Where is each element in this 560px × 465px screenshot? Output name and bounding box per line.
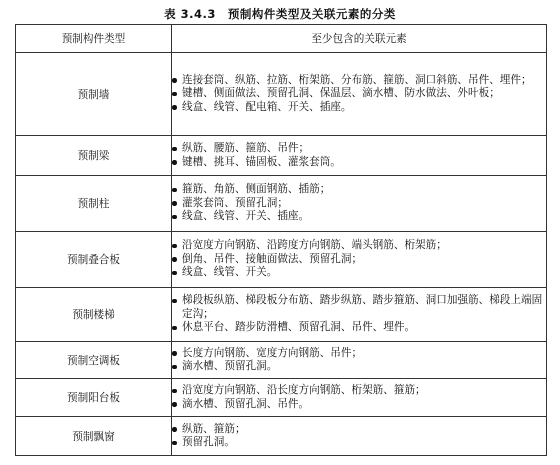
list-item: 纵筋、腰筋、箍筋、吊件； bbox=[172, 142, 546, 156]
component-classification-table bbox=[15, 24, 547, 456]
component-type-cell: 预制柱 bbox=[16, 176, 172, 232]
list-item: 滴水槽、预留孔洞。 bbox=[172, 360, 546, 374]
elements-cell bbox=[172, 176, 547, 232]
list-item: 梯段板纵筋、梯段板分布筋、踏步纵筋、踏步箍筋、洞口加强筋、梯段上端固定沟； bbox=[172, 294, 546, 321]
component-type-cell: 预制叠合板 bbox=[16, 232, 172, 288]
elements-list bbox=[172, 142, 546, 169]
elements-list bbox=[172, 384, 546, 411]
header-component-type: 预制构件类型 bbox=[16, 25, 172, 53]
table-caption: 表 3.4.3 预制构件类型及关联元素的分类 bbox=[164, 7, 396, 21]
list-item: 预留孔洞。 bbox=[172, 436, 546, 450]
table-row bbox=[16, 342, 547, 379]
header-row bbox=[16, 25, 547, 53]
list-item: 灌浆套筒、预留孔洞； bbox=[172, 197, 546, 211]
elements-cell bbox=[172, 379, 547, 417]
list-item: 连接套筒、纵筋、拉筋、桁架筋、分布筋、箍筋、洞口斜筋、吊件、埋件； bbox=[172, 74, 546, 88]
elements-cell bbox=[172, 232, 547, 288]
elements-cell bbox=[172, 417, 547, 456]
component-type-cell: 预制楼梯 bbox=[16, 288, 172, 342]
elements-cell bbox=[172, 136, 547, 176]
list-item: 键槽、挑耳、锚固板、灌浆套筒。 bbox=[172, 156, 546, 170]
list-item: 线盒、线管、开关、插座。 bbox=[172, 210, 546, 224]
elements-list bbox=[172, 239, 546, 280]
elements-list bbox=[172, 423, 546, 450]
component-type-cell: 预制墙 bbox=[16, 53, 172, 136]
table-body bbox=[16, 53, 547, 456]
table-row bbox=[16, 288, 547, 342]
elements-list bbox=[172, 347, 546, 374]
list-item: 倒角、吊件、接触面做法、预留孔洞； bbox=[172, 253, 546, 267]
list-item: 沿宽度方向钢筋、沿长度方向钢筋、桁架筋、箍筋； bbox=[172, 384, 546, 398]
list-item: 线盒、线管、配电箱、开关、插座。 bbox=[172, 101, 546, 115]
elements-list bbox=[172, 294, 546, 335]
table-row bbox=[16, 417, 547, 456]
header-associated-elements: 至少包含的关联元素 bbox=[172, 25, 547, 53]
list-item: 沿宽度方向钢筋、沿跨度方向钢筋、端头钢筋、桁架筋； bbox=[172, 239, 546, 253]
table-row bbox=[16, 232, 547, 288]
list-item: 滴水槽、预留孔洞、吊件。 bbox=[172, 398, 546, 412]
elements-list bbox=[172, 74, 546, 115]
component-type-cell: 预制飘窗 bbox=[16, 417, 172, 456]
table-row bbox=[16, 176, 547, 232]
component-type-cell: 预制空调板 bbox=[16, 342, 172, 379]
list-item: 纵筋、箍筋； bbox=[172, 423, 546, 437]
list-item: 休息平台、踏步防滑槽、预留孔洞、吊件、埋件。 bbox=[172, 321, 546, 335]
component-type-cell: 预制阳台板 bbox=[16, 379, 172, 417]
table-row bbox=[16, 53, 547, 136]
component-type-cell: 预制梁 bbox=[16, 136, 172, 176]
list-item: 箍筋、角筋、侧面钢筋、插筋； bbox=[172, 183, 546, 197]
list-item: 长度方向钢筋、宽度方向钢筋、吊件； bbox=[172, 347, 546, 361]
table-row bbox=[16, 136, 547, 176]
elements-list bbox=[172, 183, 546, 224]
elements-cell bbox=[172, 342, 547, 379]
table-row bbox=[16, 379, 547, 417]
elements-cell bbox=[172, 53, 547, 136]
elements-cell bbox=[172, 288, 547, 342]
list-item: 线盒、线管、开关。 bbox=[172, 266, 546, 280]
list-item: 键槽、侧面做法、预留孔洞、保温层、滴水槽、防水做法、外叶板； bbox=[172, 87, 546, 101]
